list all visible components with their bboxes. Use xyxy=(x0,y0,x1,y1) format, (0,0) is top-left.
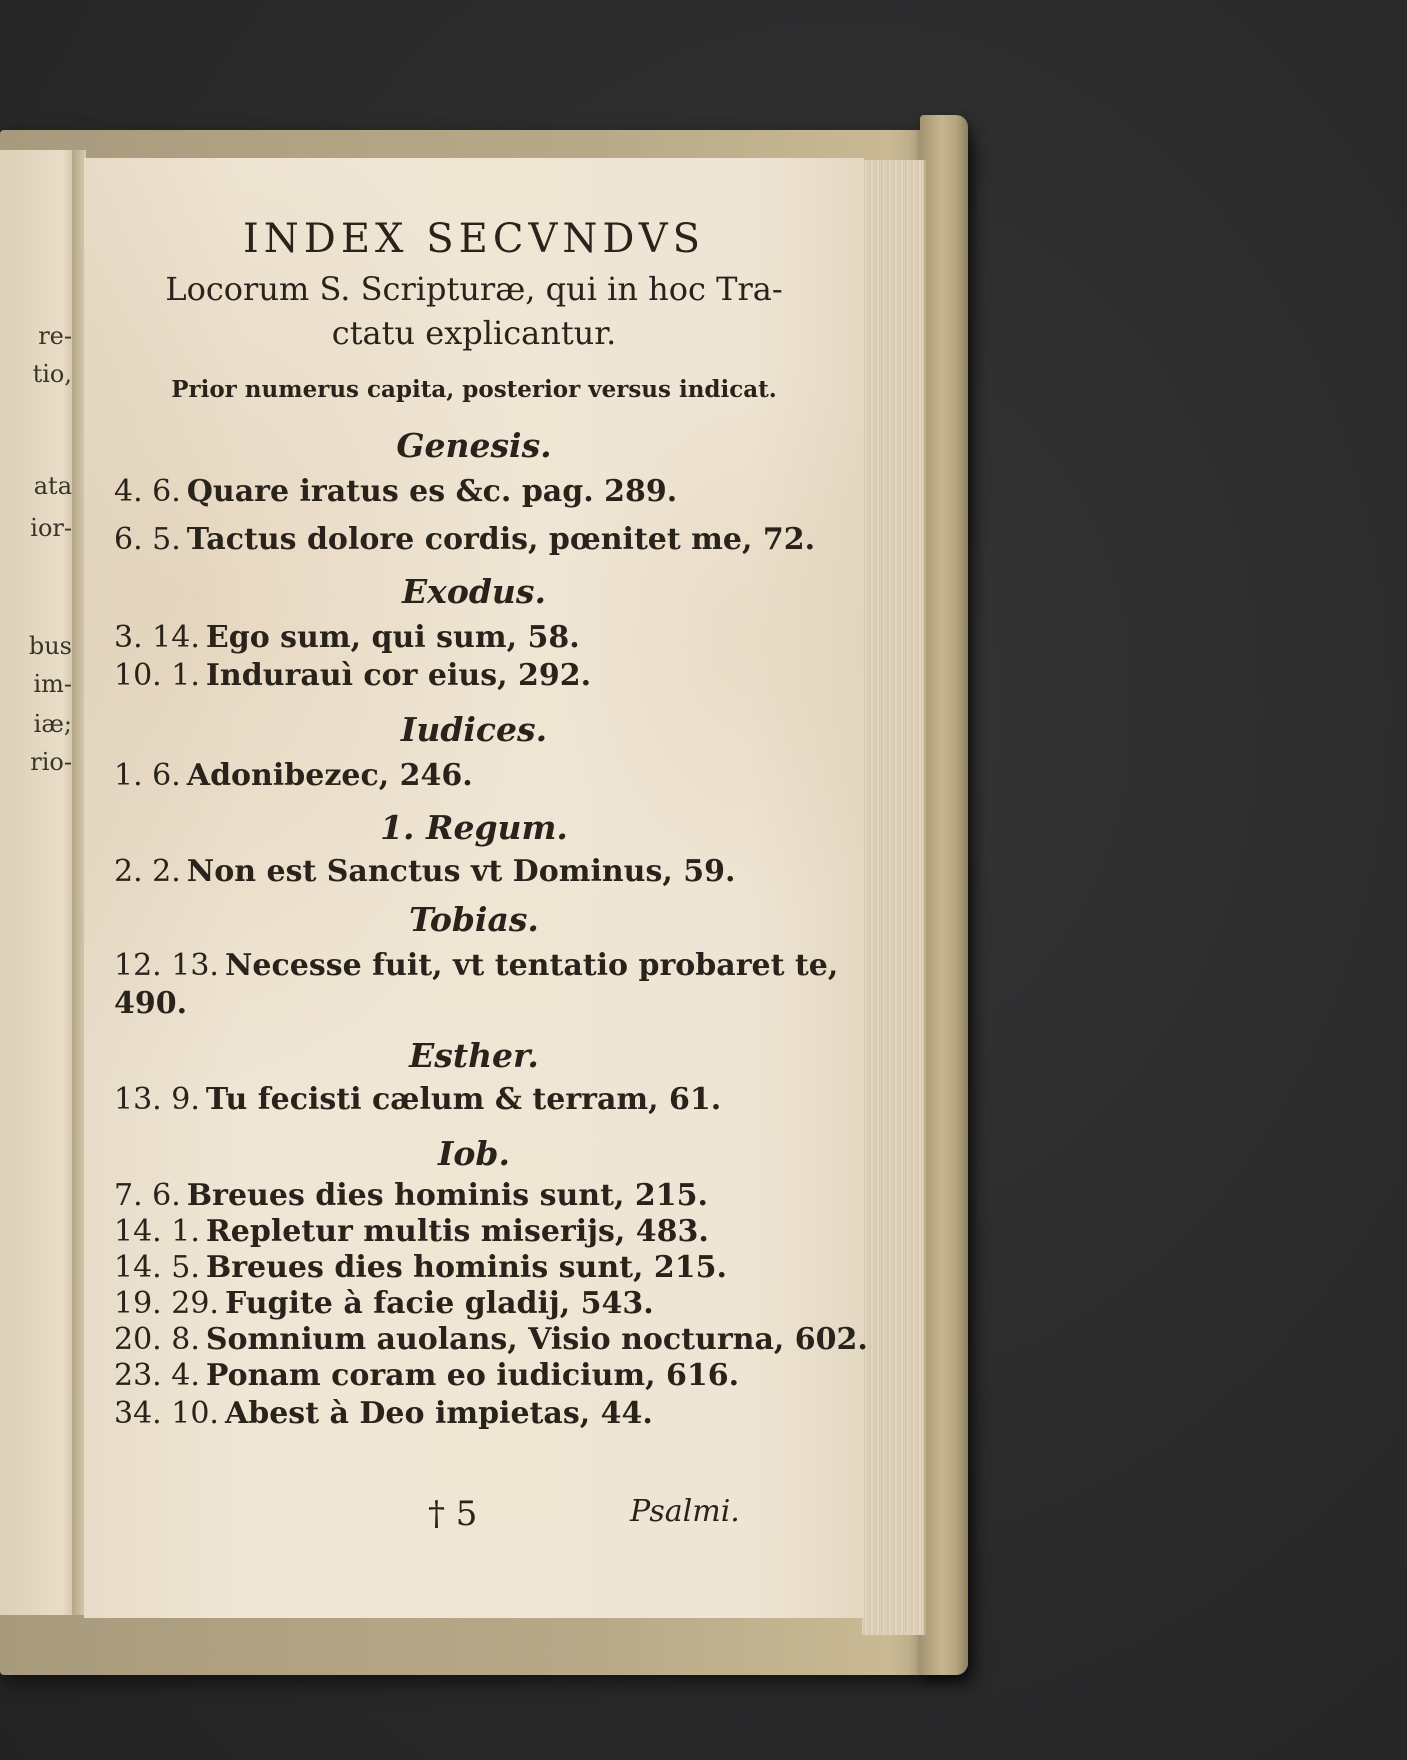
entry-reference: 23. 4. xyxy=(114,1358,200,1393)
entry-text: Breues dies hominis sunt, 215. xyxy=(186,1178,708,1213)
index-entry xyxy=(114,1322,868,1357)
signature-mark: † 5 xyxy=(428,1494,478,1534)
left-fragment: iæ; xyxy=(33,710,72,738)
book-heading-iudices: Iudices. xyxy=(400,710,548,749)
entry-text: Necesse fuit, vt tentatio probaret te, xyxy=(224,948,839,983)
index-entry xyxy=(114,1358,814,1393)
index-entry xyxy=(114,474,814,509)
entry-text: Breues dies hominis sunt, 215. xyxy=(205,1250,727,1285)
entry-text: Quare iratus es &c. pag. 289. xyxy=(186,474,678,509)
entry-text: Ego sum, qui sum, 58. xyxy=(205,620,580,655)
entry-reference: 19. 29. xyxy=(114,1286,219,1321)
index-note: Prior numerus capita, posterior versus indicat. xyxy=(171,376,777,403)
entry-reference: 10. 1. xyxy=(114,658,200,693)
entry-reference: 6. 5. xyxy=(114,522,181,557)
left-fragment: im- xyxy=(33,670,72,698)
entry-text: Repletur multis miserijs, 483. xyxy=(205,1214,709,1249)
left-fragment: ata xyxy=(33,472,72,500)
book-heading-tobias: Tobias. xyxy=(409,900,539,939)
entry-reference: 3. 14. xyxy=(114,620,200,655)
index-entry xyxy=(114,854,814,889)
index-entry xyxy=(114,1286,814,1321)
index-entry xyxy=(114,948,839,983)
catchword: Psalmi. xyxy=(630,1494,740,1529)
book-heading-esther: Esther. xyxy=(409,1036,539,1075)
entry-reference: 14. 5. xyxy=(114,1250,200,1285)
page-subtitle-line1: Locorum S. Scripturæ, qui in hoc Tra- xyxy=(165,270,783,308)
index-entry xyxy=(114,1082,814,1117)
index-page xyxy=(84,158,868,1618)
index-entry xyxy=(114,658,814,693)
left-fragment: rio- xyxy=(30,748,72,776)
index-entry xyxy=(114,758,814,793)
book-heading-regum: 1. Regum. xyxy=(380,808,568,847)
entry-reference: 20. 8. xyxy=(114,1322,200,1357)
left-page-edge xyxy=(0,150,78,1615)
entry-reference: 14. 1. xyxy=(114,1214,200,1249)
entry-text: Adonibezec, 246. xyxy=(186,758,473,793)
index-entry xyxy=(114,1214,814,1249)
left-fragment: re- xyxy=(38,322,72,350)
index-entry xyxy=(114,1396,814,1431)
left-fragment: bus xyxy=(28,632,72,660)
entry-reference: 34. 10. xyxy=(114,1396,219,1431)
book-heading-genesis: Genesis. xyxy=(396,426,552,465)
left-fragment: tio, xyxy=(32,360,72,388)
index-entry xyxy=(114,522,814,557)
index-entry-continuation: 490. xyxy=(114,986,188,1021)
entry-reference: 2. 2. xyxy=(114,854,181,889)
left-fragment: ior- xyxy=(30,514,72,542)
book-heading-exodus: Exodus. xyxy=(402,572,546,611)
entry-text: Fugite à facie gladij, 543. xyxy=(224,1286,654,1321)
entry-reference: 4. 6. xyxy=(114,474,181,509)
index-entry xyxy=(114,1250,814,1285)
cover-edge xyxy=(920,115,968,1675)
entry-text: Indurauì cor eius, 292. xyxy=(205,658,592,693)
entry-reference: 7. 6. xyxy=(114,1178,181,1213)
entry-text: Non est Sanctus vt Dominus, 59. xyxy=(186,854,736,889)
page-edges xyxy=(862,160,926,1635)
book-heading-iob: Iob. xyxy=(437,1134,510,1173)
page-subtitle-line2: ctatu explicantur. xyxy=(331,314,617,352)
entry-text: Tactus dolore cordis, pœnitet me, 72. xyxy=(186,522,816,557)
entry-reference: 13. 9. xyxy=(114,1082,200,1117)
entry-text: Ponam coram eo iudicium, 616. xyxy=(205,1358,740,1393)
entry-text: Tu fecisti cælum & terram, 61. xyxy=(205,1082,722,1117)
page-title: INDEX SECVNDVS xyxy=(242,216,705,262)
entry-text: Abest à Deo impietas, 44. xyxy=(224,1396,653,1431)
index-entry xyxy=(114,620,814,655)
entry-text: Somnium auolans, Visio nocturna, 602. xyxy=(205,1322,868,1357)
entry-reference: 1. 6. xyxy=(114,758,181,793)
index-entry xyxy=(114,1178,814,1213)
entry-reference: 12. 13. xyxy=(114,948,219,983)
